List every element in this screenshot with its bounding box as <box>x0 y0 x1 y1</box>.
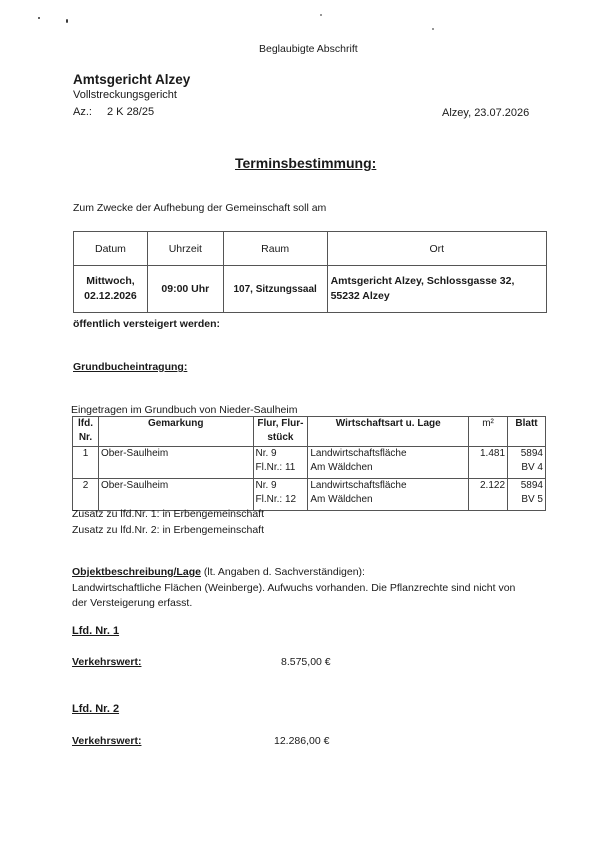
row-lfd: 2 <box>73 479 99 511</box>
valuation-heading: Lfd. Nr. 2 <box>72 703 120 715</box>
row-blatt-line1: 5894 <box>520 480 543 491</box>
valuation-value: 12.286,00 € <box>274 735 330 747</box>
court-name: Amtsgericht Alzey <box>73 72 191 87</box>
land-register-note: Zusatz zu lfd.Nr. 1: in Erbengemeinschaft <box>72 508 265 520</box>
valuation-value: 8.575,00 € <box>281 656 331 668</box>
row-blatt <box>508 447 546 479</box>
scan-speck <box>66 19 68 23</box>
object-description-line: Landwirtschaftliche Flächen (Weinberge). Aufwuchs vorhanden. Die Pflanzrechte sind nicht von <box>72 582 516 594</box>
land-register-source: Eingetragen im Grundbuch von Nieder-Saulheim <box>71 404 298 416</box>
appointment-weekday: Mittwoch, <box>86 275 135 287</box>
header-ort: Ort <box>327 232 546 266</box>
scan-speck <box>320 14 322 16</box>
object-description-line: der Versteigerung erfasst. <box>72 597 193 609</box>
row-art-line1: Landwirtschaftsfläche <box>310 480 407 491</box>
object-description-suffix: (lt. Angaben d. Sachverständigen): <box>200 566 365 578</box>
object-description-heading <box>72 566 365 578</box>
row-wirtschaftsart <box>308 447 469 479</box>
row-flur <box>253 479 308 511</box>
appointment-row <box>74 266 547 313</box>
intro-text: Zum Zwecke der Aufhebung der Gemeinschaft soll am <box>73 202 327 214</box>
appointment-room: 107, Sitzungssaal <box>223 266 327 313</box>
row-art-line1: Landwirtschaftsfläche <box>310 448 407 459</box>
appointment-place <box>327 266 546 313</box>
land-register-row <box>73 447 546 479</box>
header-uhrzeit: Uhrzeit <box>147 232 223 266</box>
row-blatt <box>508 479 546 511</box>
row-art-line2: Am Wäldchen <box>310 494 373 505</box>
appointment-time: 09:00 Uhr <box>147 266 223 313</box>
row-flur-line1: Nr. 9 <box>255 480 277 491</box>
object-description-title: Objektbeschreibung/Lage <box>72 566 201 578</box>
auction-text: öffentlich versteigert werden: <box>73 318 221 330</box>
land-register-table <box>72 416 546 511</box>
valuation-heading: Lfd. Nr. 1 <box>72 625 120 637</box>
header-flur-line1: Flur, Flur- <box>257 418 304 429</box>
appointment-date <box>74 266 148 313</box>
header-gemarkung: Gemarkung <box>98 417 253 447</box>
certification-note: Beglaubigte Abschrift <box>259 43 358 55</box>
row-lfd: 1 <box>73 447 99 479</box>
land-register-header <box>73 417 546 447</box>
land-register-note: Zusatz zu lfd.Nr. 2: in Erbengemeinschaft <box>72 524 265 536</box>
row-gemarkung: Ober-Saulheim <box>98 447 253 479</box>
header-flur-line2: stück <box>267 432 294 443</box>
valuation-label: Verkehrswert: <box>72 735 142 747</box>
land-register-row <box>73 479 546 511</box>
header-blatt: Blatt <box>508 417 546 447</box>
header-raum: Raum <box>223 232 327 266</box>
row-gemarkung: Ober-Saulheim <box>98 479 253 511</box>
row-flur <box>253 447 308 479</box>
land-register-heading: Grundbucheintragung: <box>73 361 188 373</box>
header-wirtschaftsart: Wirtschaftsart u. Lage <box>308 417 469 447</box>
row-flur-line2: Fl.Nr.: 12 <box>255 494 297 505</box>
header-datum: Datum <box>74 232 148 266</box>
header-m2: m² <box>469 417 508 447</box>
row-blatt-line2: BV 5 <box>521 494 543 505</box>
court-department: Vollstreckungsgericht <box>73 89 177 101</box>
file-number: 2 K 28/25 <box>107 106 155 118</box>
row-blatt-line2: BV 4 <box>521 462 543 473</box>
header-lfd-line1: lfd. <box>77 418 93 429</box>
row-wirtschaftsart <box>308 479 469 511</box>
file-label: Az.: <box>73 106 92 118</box>
row-flur-line2: Fl.Nr.: 11 <box>255 462 296 473</box>
appointment-date-value: 02.12.2026 <box>84 290 137 302</box>
row-blatt-line1: 5894 <box>520 448 543 459</box>
scan-speck <box>432 28 434 30</box>
header-lfd-line2: Nr. <box>78 432 93 443</box>
appointment-table-header <box>74 232 547 266</box>
place-date: Alzey, 23.07.2026 <box>442 107 530 119</box>
row-flur-line1: Nr. 9 <box>255 448 277 459</box>
page-title: Terminsbestimmung: <box>235 155 377 171</box>
appointment-place-line1: Amtsgericht Alzey, Schlossgasse 32, <box>330 275 515 287</box>
row-m2: 2.122 <box>469 479 508 511</box>
appointment-place-line2: 55232 Alzey <box>330 290 390 302</box>
header-lfd <box>73 417 99 447</box>
appointment-table <box>73 231 547 313</box>
row-m2: 1.481 <box>469 447 508 479</box>
valuation-label: Verkehrswert: <box>72 656 142 668</box>
scan-speck <box>38 17 40 19</box>
header-flur <box>253 417 308 447</box>
row-art-line2: Am Wäldchen <box>310 462 373 473</box>
